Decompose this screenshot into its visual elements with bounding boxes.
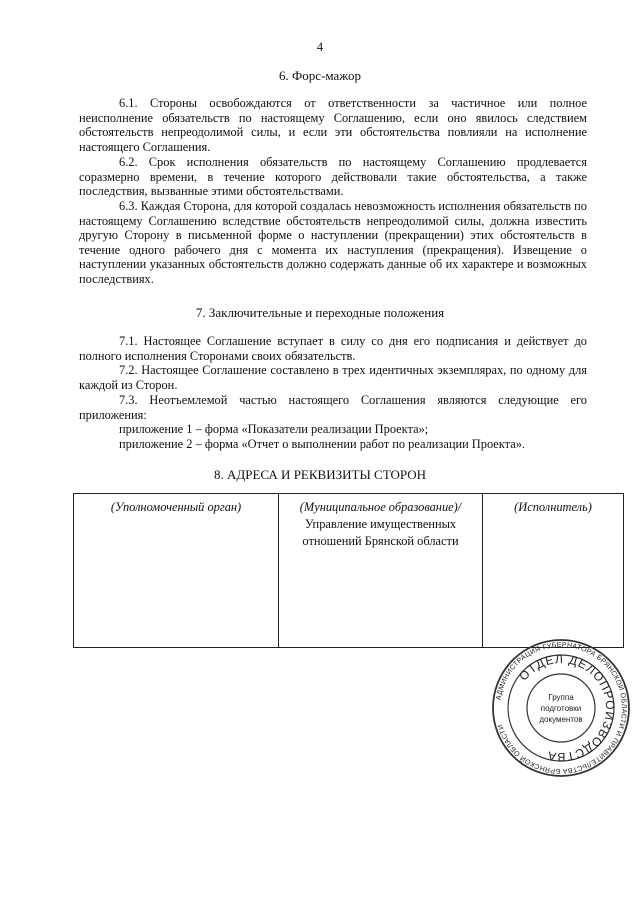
municipality-label: (Муниципальное образование)/	[299, 500, 462, 514]
paragraph-6-1: 6.1. Стороны освобождаются от ответственности за частичное или полное неисполнение обязательств по настоящему Соглашению, если оно явилось следствием обстоятельств непреодолимой силы, и если эти обстоятельства повлияли на исполнение настоящего Соглашения.	[79, 96, 587, 154]
paragraph-6-3: 6.3. Каждая Сторона, для которой создалась невозможность исполнения обязательств по настоящему Соглашению вследствие обстоятельств непреодолимой силы, должна известить другую Сторону в письменной форме о наступлении (прекращении) этих обстоятельств в течение одного рабочего дня с момента их наступления (прекращения). Извещение о наступлении указанных обстоятельств должно содержать данные об их характере и возможных последствиях.	[79, 199, 587, 286]
requisites-table	[73, 493, 624, 648]
appendix-1-line: приложение 1 – форма «Показатели реализации Проекта»;	[119, 422, 429, 436]
department-stamp	[490, 637, 632, 779]
authorized-body-label: (Уполномоченный орган)	[110, 500, 242, 514]
paragraph-7-3: 7.3. Неотъемлемой частью настоящего Соглашения являются следующие его приложения:	[79, 393, 587, 422]
municipality-name: Управление имущественных отношений Брянской области	[302, 517, 459, 548]
page-number: 4	[316, 40, 324, 54]
stamp-outer-text: АДМИНИСТРАЦИЯ ГУБЕРНАТОРА БРЯНСКОЙ ОБЛАСТИ И ПРАВИТЕЛЬСТВА БРЯНСКОЙ ОБЛАСТИ	[495, 641, 628, 775]
paragraph-7-1: 7.1. Настоящее Соглашение вступает в силу со дня его подписания и действует до полного исполнения Сторонами своих обязательств.	[79, 334, 587, 363]
paragraph-6-2: 6.2. Срок исполнения обязательств по настоящему Соглашению продлевается соразмерно времени, в течение которого действовали такие обстоятельства, а также последствия, вызванные этими обстоятельствами.	[79, 155, 587, 199]
paragraph-7-2: 7.2. Настоящее Соглашение составлено в трех идентичных экземплярах, по одному для каждой из Сторон.	[79, 363, 587, 392]
contractor-label: (Исполнитель)	[514, 500, 592, 514]
appendix-2-line: приложение 2 – форма «Отчет о выполнении работ по реализации Проекта».	[119, 437, 526, 451]
section-8-title: 8. АДРЕСА И РЕКВИЗИТЫ СТОРОН	[213, 467, 427, 482]
stamp-department-text: ОТДЕЛ ДЕЛОПРОИЗВОДСТВА	[516, 651, 618, 765]
municipality-column	[278, 494, 482, 647]
section-7-title: 7. Заключительные и переходные положения	[195, 305, 445, 320]
section-6-title: 6. Форс-мажор	[279, 68, 361, 83]
stamp-center-line-3: документов	[539, 715, 583, 724]
stamp-center-line-2: подготовки	[540, 704, 582, 713]
contractor-column	[482, 494, 623, 647]
authorized-body-column	[74, 494, 278, 647]
stamp-center-line-1: Группа	[548, 693, 574, 702]
